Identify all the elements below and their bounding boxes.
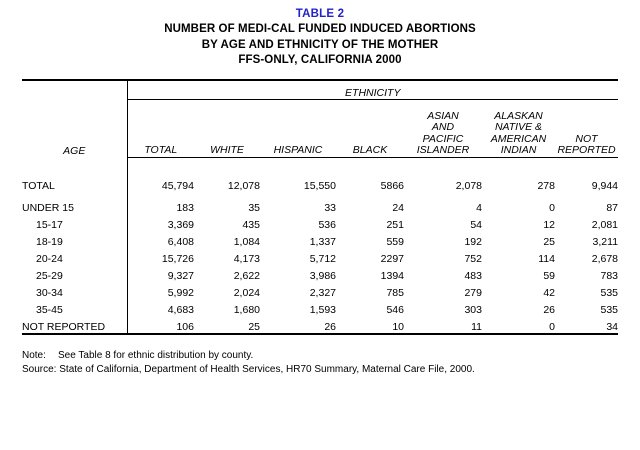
header-col-total-line-1: TOTAL	[144, 144, 178, 156]
row-label-25-29: 25-29	[22, 265, 127, 282]
row-label-35-45: 35-45	[22, 299, 127, 316]
cell-notreported-total: 106	[127, 316, 194, 334]
cell-18-19-white: 1,084	[233, 235, 260, 248]
header-col-not-reported-line-2: REPORTED	[557, 144, 616, 156]
header-col-alaskan-native-american-indian	[482, 99, 555, 157]
cell-35-45-black: 546	[386, 303, 404, 316]
cell-under15-black: 24	[392, 201, 404, 214]
cell-under15-white: 35	[248, 201, 260, 214]
cell-under15-alaskan: 0	[549, 201, 555, 214]
cell-20-24-total: 15,726	[161, 252, 194, 265]
title-line-2: BY AGE AND ETHNICITY OF THE MOTHER	[201, 38, 439, 51]
cell-30-34-black: 785	[386, 286, 404, 299]
table-body	[22, 157, 618, 334]
cell-total-white: 12,078	[227, 179, 260, 192]
table-row	[22, 282, 618, 299]
cell-20-24-white: 4,173	[233, 252, 260, 265]
cell-30-34-total: 5,992	[167, 286, 194, 299]
row-label-total: TOTAL	[22, 157, 127, 192]
cell-18-19-hispanic: 1,337	[309, 235, 336, 248]
row-label-15-17: 15-17	[22, 214, 127, 231]
table-row	[22, 192, 618, 214]
cell-total-asian: 2,078	[455, 179, 482, 192]
header-col-asian-line-2: AND	[431, 121, 455, 133]
cell-notreported-asian: 11	[404, 316, 482, 334]
footer-source-text: State of California, Department of Health Services, HR70 Summary, Maternal Care File, 2000.	[59, 363, 475, 375]
header-col-black-line-1: BLACK	[352, 144, 388, 156]
cell-25-29-black: 1394	[380, 269, 404, 282]
cell-25-29-alaskan: 59	[543, 269, 555, 282]
table-number: TABLE 2	[295, 8, 345, 20]
cell-25-29-total: 9,327	[167, 269, 194, 282]
header-col-white	[194, 99, 260, 157]
cell-15-17-not-reported: 2,081	[591, 218, 619, 231]
header-col-asian-line-3: PACIFIC	[422, 132, 464, 145]
row-label-20-24: 20-24	[22, 248, 127, 265]
table-row	[22, 265, 618, 282]
table-header	[22, 80, 618, 158]
header-col-hispanic	[260, 99, 336, 157]
cell-18-19-black: 559	[386, 235, 404, 248]
cell-25-29-white: 2,622	[233, 269, 260, 282]
cell-20-24-asian: 752	[464, 252, 482, 265]
header-col-not-reported	[555, 99, 618, 157]
cell-15-17-total: 3,369	[167, 218, 194, 231]
header-col-white-line-1: WHITE	[210, 144, 244, 156]
title-line-1: NUMBER OF MEDI-CAL FUNDED INDUCED ABORTIONS	[164, 23, 476, 35]
cell-20-24-hispanic: 5,712	[309, 252, 336, 265]
cell-under15-total: 183	[176, 201, 194, 214]
cell-35-45-white: 1,680	[233, 303, 260, 316]
cell-total-not-reported: 9,944	[591, 179, 619, 192]
cell-notreported-black: 10	[336, 316, 404, 334]
cell-notreported-not-reported: 34	[555, 316, 618, 334]
cell-18-19-alaskan: 25	[543, 235, 555, 248]
header-col-hispanic-line-1: HISPANIC	[273, 144, 323, 156]
header-col-black	[336, 99, 404, 157]
cell-25-29-asian: 483	[464, 269, 482, 282]
title-line-3: FFS-ONLY, CALIFORNIA 2000	[238, 54, 402, 66]
header-row-group	[22, 80, 618, 100]
row-label-not-reported: NOT REPORTED	[22, 316, 127, 334]
cell-25-29-hispanic: 3,986	[309, 269, 336, 282]
cell-20-24-black: 2297	[380, 252, 404, 265]
title-block	[0, 0, 640, 69]
data-table-container	[22, 79, 618, 335]
header-col-asian-line-1: ASIAN	[427, 109, 459, 122]
abortions-by-age-ethnicity-table	[22, 79, 618, 335]
footer-source-label: Source:	[22, 363, 57, 375]
header-col-alaskan-line-1: ALASKAN	[494, 109, 543, 122]
row-label-30-34: 30-34	[22, 282, 127, 299]
cell-under15-asian: 4	[476, 201, 482, 214]
header-col-alaskan-line-2: NATIVE &	[494, 121, 543, 133]
cell-20-24-not-reported: 2,678	[591, 252, 619, 265]
header-ethnicity-group: ETHNICITY	[127, 80, 618, 100]
cell-15-17-black: 251	[386, 218, 404, 231]
row-label-under-15: UNDER 15	[22, 192, 127, 214]
footer-note-line	[22, 349, 618, 363]
cell-15-17-alaskan: 12	[543, 218, 555, 231]
cell-30-34-alaskan: 42	[543, 286, 555, 299]
cell-15-17-asian: 54	[470, 218, 482, 231]
cell-18-19-asian: 192	[464, 235, 482, 248]
cell-20-24-alaskan: 114	[538, 252, 555, 265]
cell-total-total: 45,794	[161, 179, 194, 192]
table-row	[22, 231, 618, 248]
header-col-total	[127, 99, 194, 157]
cell-total-alaskan: 278	[537, 179, 555, 192]
header-col-alaskan-line-3: AMERICAN	[490, 132, 547, 145]
footer-source-line	[22, 363, 618, 377]
cell-notreported-white: 25	[194, 316, 260, 334]
header-col-not-reported-line-1: NOT	[575, 132, 598, 145]
cell-25-29-not-reported: 783	[600, 269, 619, 282]
cell-30-34-asian: 279	[464, 286, 482, 299]
cell-15-17-hispanic: 536	[318, 218, 336, 231]
footer-notes	[22, 349, 618, 377]
table-row	[22, 316, 618, 334]
cell-15-17-white: 435	[242, 218, 260, 231]
table-row	[22, 248, 618, 265]
row-label-18-19: 18-19	[22, 231, 127, 248]
header-col-asian-line-4: ISLANDER	[416, 144, 470, 156]
table-row	[22, 214, 618, 231]
cell-total-hispanic: 15,550	[303, 179, 336, 192]
cell-35-45-hispanic: 1,593	[309, 303, 336, 316]
cell-under15-hispanic: 33	[324, 201, 336, 214]
cell-35-45-total: 4,683	[167, 303, 194, 316]
cell-30-34-hispanic: 2,327	[309, 286, 336, 299]
cell-30-34-not-reported: 535	[600, 286, 619, 299]
table-row	[22, 157, 618, 192]
cell-under15-not-reported: 87	[606, 201, 619, 214]
table-row	[22, 299, 618, 316]
footer-note-label: Note:	[22, 349, 46, 361]
cell-18-19-not-reported: 3,211	[592, 235, 619, 248]
cell-notreported-alaskan: 0	[482, 316, 555, 334]
header-age: AGE	[22, 80, 127, 158]
header-col-alaskan-line-4: INDIAN	[500, 144, 537, 156]
footer-note-text: See Table 8 for ethnic distribution by county.	[58, 349, 254, 361]
cell-30-34-white: 2,024	[233, 286, 260, 299]
cell-total-black: 5866	[380, 179, 404, 192]
cell-18-19-total: 6,408	[167, 235, 194, 248]
cell-35-45-asian: 303	[464, 303, 482, 316]
cell-35-45-alaskan: 26	[543, 303, 555, 316]
cell-35-45-not-reported: 535	[600, 303, 619, 316]
header-col-asian-pacific-islander	[404, 99, 482, 157]
cell-notreported-hispanic: 26	[260, 316, 336, 334]
